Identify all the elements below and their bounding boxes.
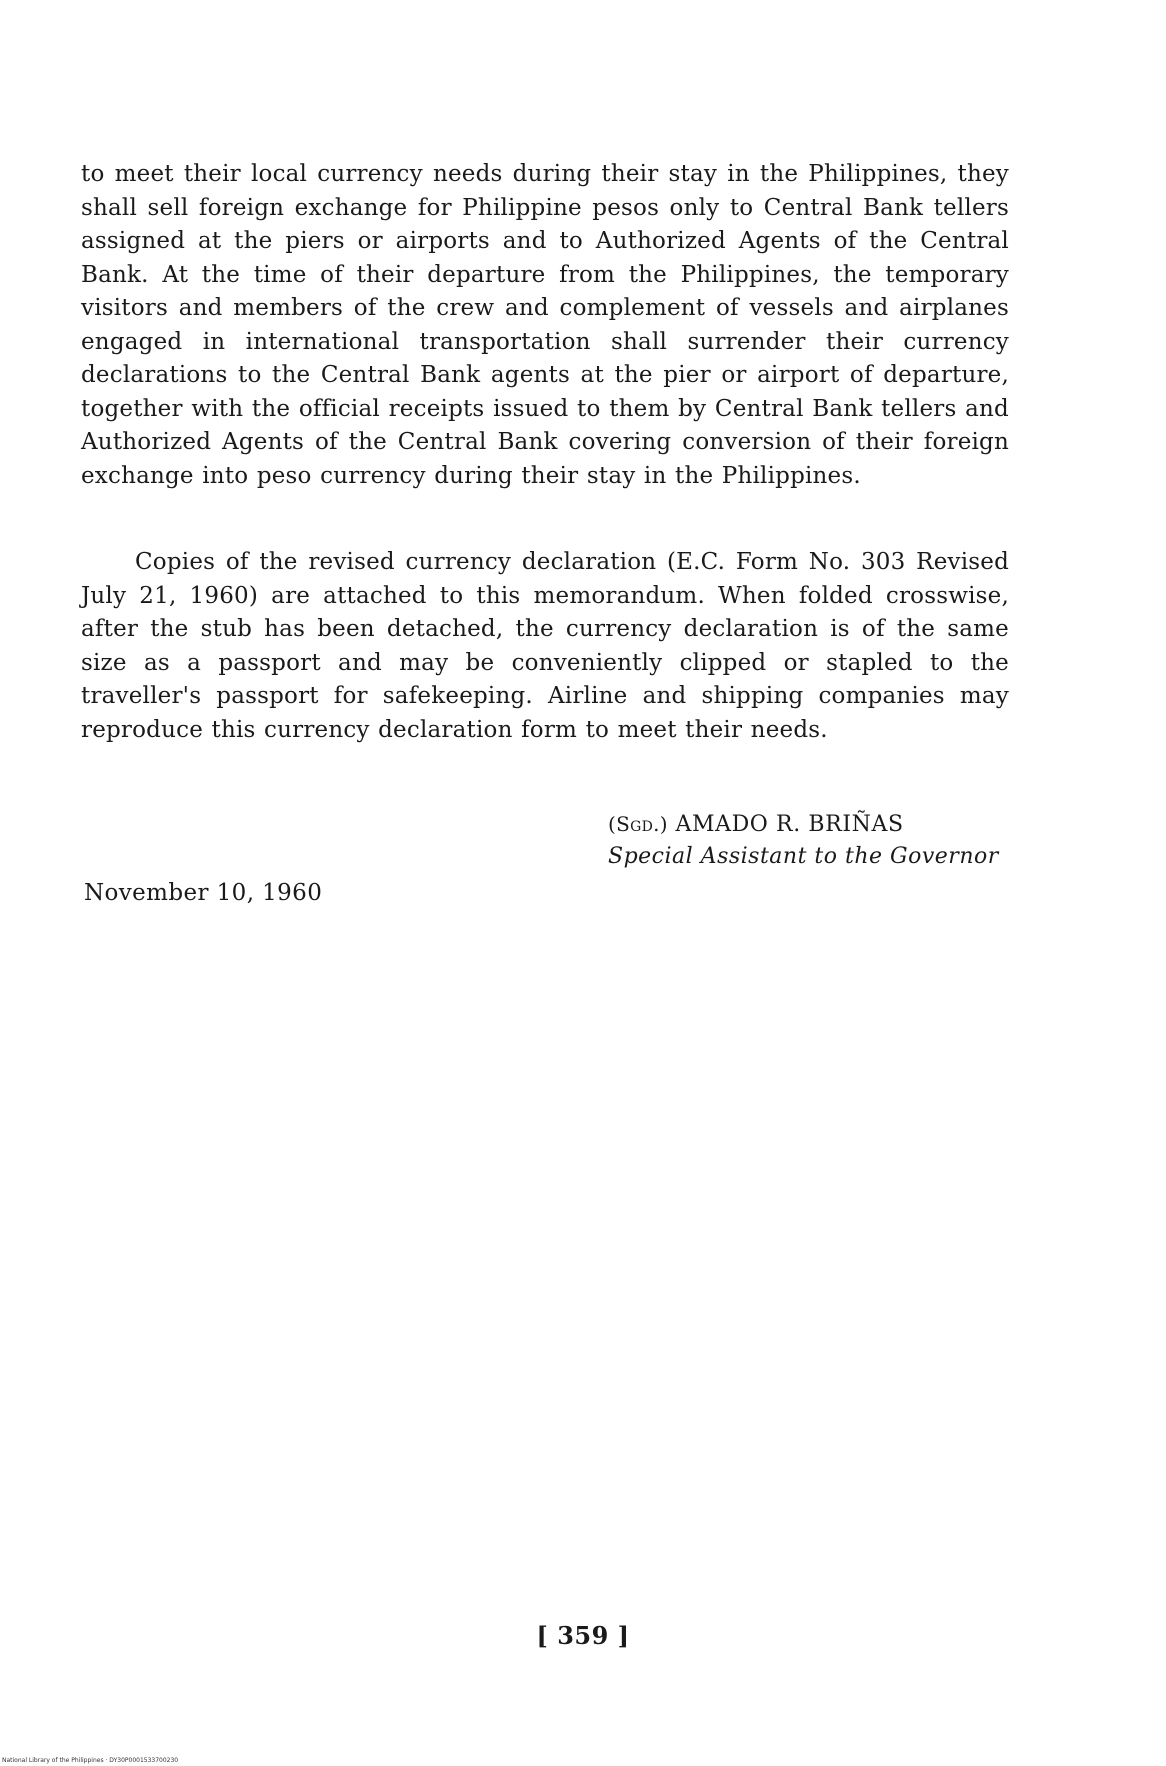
signed-prefix: (Sgd.) <box>608 812 668 836</box>
signatory-name: AMADO R. BRIÑAS <box>675 812 904 837</box>
signatory-line <box>608 808 1028 841</box>
paragraph-currency-needs: to meet their local currency needs during their stay in the Philippines, they shall sell foreign exchange for Philippine pesos only to Central Bank tellers assigned at the piers or airports and to Authorized Agents of the Central Bank. At the time of their departure from the Philippines, the temporary visitors and members of the crew and complement of vessels and airplanes engaged in international transportation shall surrender their currency declarations to the Central Bank agents at the pier or airport of departure, together with the official receipts issued to them by Central Bank tellers and Authorized Agents of the Central Bank covering conversion of their foreign exchange into peso currency during their stay in the Philippines. <box>81 161 1009 489</box>
page-number: [ 359 ] <box>536 1621 630 1650</box>
signatory-title: Special Assistant to the Governor <box>608 844 999 869</box>
paragraph-revised-declaration: Copies of the revised currency declaration (E.C. Form No. 303 Revised July 21, 1960) are attached to this memorandum. When folded crosswise, after the stub has been detached, the currency declaration is of the same size as a passport and may be conveniently clipped or stapled to the traveller's passport for safekeeping. Airline and shipping companies may reproduce this currency declaration form to meet their needs. <box>81 549 1009 743</box>
memo-date: November 10, 1960 <box>84 880 323 906</box>
scan-credit: National Library of the Philippines · DY30P0001533700230 <box>2 1757 179 1764</box>
signature-block <box>608 808 1028 873</box>
